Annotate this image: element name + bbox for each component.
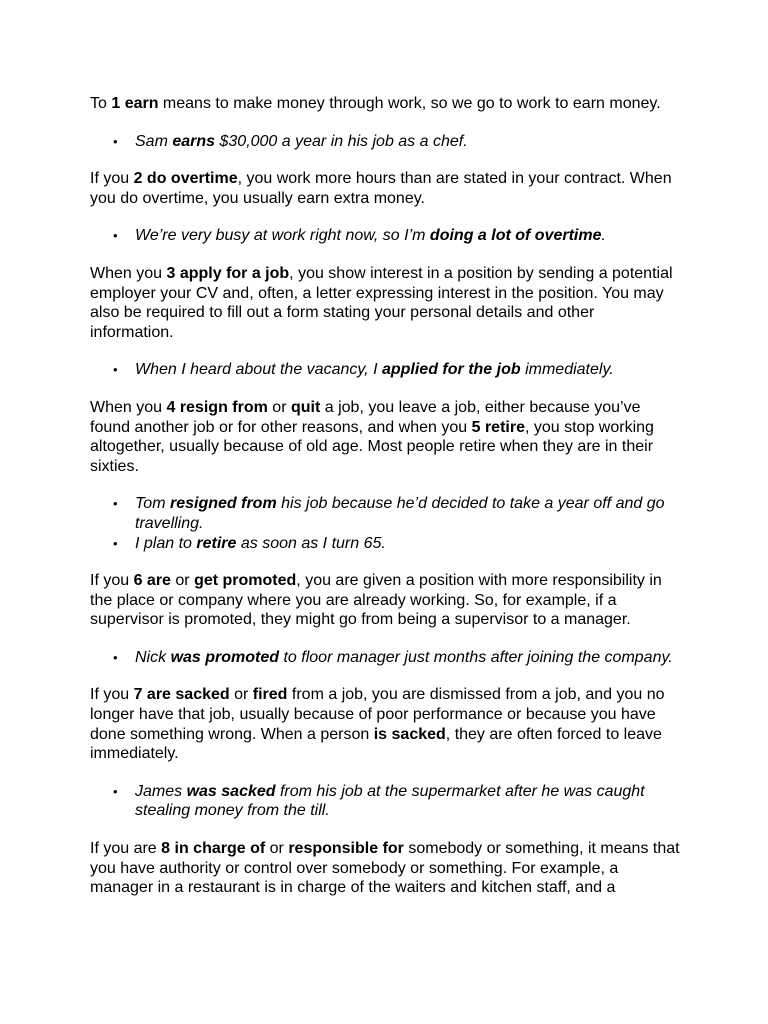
example-sentence — [135, 494, 680, 533]
paragraph — [90, 571, 680, 630]
text-run: , you are given a position with more responsibility in the place or company where you are already working. So, for example, if a supervisor is promoted, they might go from being a supervisor to a manager. — [90, 572, 662, 629]
text-run: or — [267, 398, 291, 416]
text-run: from a job, you are dismissed from a job, and you no longer have that job, usually because of poor performance or because you have done something wrong. When a person — [90, 686, 665, 743]
example-sentence — [135, 782, 680, 821]
paragraph — [90, 398, 680, 476]
bold-term: 5 retire — [471, 418, 525, 436]
text-run: means to make money through work, so we go to work to earn money. — [158, 95, 661, 112]
paragraph — [90, 839, 680, 898]
text-run: , you show interest in a position by sending a potential employer your CV and, often, a letter expressing interest in the position. You may also be required to fill out a form stating your personal details and other information. — [90, 264, 673, 341]
text-run: or — [229, 686, 253, 704]
bold-term: earns — [172, 132, 216, 150]
text-run: , you stop working altogether, usually because of old age. Most people retire when they are in their sixties. — [90, 418, 654, 475]
bold-term: 6 are — [133, 572, 171, 590]
bold-term: 7 are sacked — [133, 686, 230, 704]
text-run: or — [265, 840, 289, 858]
bold-term: was promoted — [170, 648, 280, 666]
text-run: from his job at the supermarket after he was caught stealing money from the till. — [135, 782, 645, 820]
bold-term: 1 earn — [111, 95, 159, 112]
text-run: We’re very busy at work right now, so I’m — [135, 227, 430, 245]
bold-term: quit — [290, 398, 321, 416]
example-sentence — [135, 534, 680, 554]
text-run: immediately. — [520, 361, 614, 379]
text-run: Sam — [135, 132, 173, 150]
bold-term: was sacked — [186, 782, 276, 800]
text-run: Nick — [135, 648, 171, 666]
text-run: When you — [90, 264, 167, 282]
example-list — [90, 494, 680, 553]
bold-term: is sacked — [373, 725, 446, 743]
example-sentence — [135, 648, 680, 668]
bold-term: fired — [252, 686, 288, 704]
text-run: , they are often forced to leave immediately. — [90, 725, 662, 763]
text-run: or — [170, 572, 195, 590]
text-run: Tom — [135, 495, 170, 513]
bold-term: 3 apply for a job — [166, 264, 290, 282]
text-run: When you — [90, 398, 167, 416]
text-run: to floor manager just months after joining the company. — [279, 648, 673, 666]
bold-term: 2 do overtime — [133, 170, 238, 188]
example-sentence — [135, 226, 680, 246]
bold-term: 4 resign from — [166, 398, 268, 416]
bold-term: retire — [196, 534, 237, 552]
text-run: $30,000 a year in his job as a chef. — [215, 132, 468, 150]
text-run: To — [90, 95, 112, 112]
bold-term: 8 in charge of — [161, 840, 266, 858]
example-list — [90, 648, 680, 668]
paragraph — [90, 169, 680, 208]
text-run: James — [135, 782, 187, 800]
bold-term: responsible for — [288, 840, 404, 858]
example-sentence — [135, 360, 680, 380]
bold-term: resigned from — [169, 495, 277, 513]
text-run: his job because he’d decided to take a year off and go travelling. — [135, 495, 665, 532]
paragraph — [90, 685, 680, 763]
text-run: I plan to — [135, 534, 197, 552]
text-run: somebody or something, it means that you have authority or control over somebody or something. For example, a manager in a restaurant is in charge of the waiters and kitchen staff, and a — [90, 840, 680, 897]
text-run: If you — [90, 686, 134, 704]
text-run: a job, you leave a job, either because you’ve found another job or for other reasons, and when you — [90, 398, 641, 436]
paragraph — [90, 264, 680, 342]
text-run: If you are — [90, 840, 162, 858]
text-run: , you work more hours than are stated in your contract. When you do overtime, you usually earn extra money. — [90, 170, 672, 207]
bold-term: get promoted — [194, 572, 297, 590]
example-list — [90, 132, 680, 152]
example-list — [90, 782, 680, 821]
paragraph — [90, 94, 680, 114]
bold-term: doing a lot of overtime — [429, 227, 602, 245]
text-run: as soon as I turn 65. — [236, 534, 386, 552]
example-list — [90, 226, 680, 246]
text-run: If you — [90, 170, 134, 188]
text-run: . — [601, 227, 606, 245]
example-sentence — [135, 132, 680, 152]
bold-term: applied for the job — [381, 361, 521, 379]
text-run: If you — [90, 572, 134, 590]
example-list — [90, 360, 680, 380]
text-run: When I heard about the vacancy, I — [135, 361, 382, 379]
